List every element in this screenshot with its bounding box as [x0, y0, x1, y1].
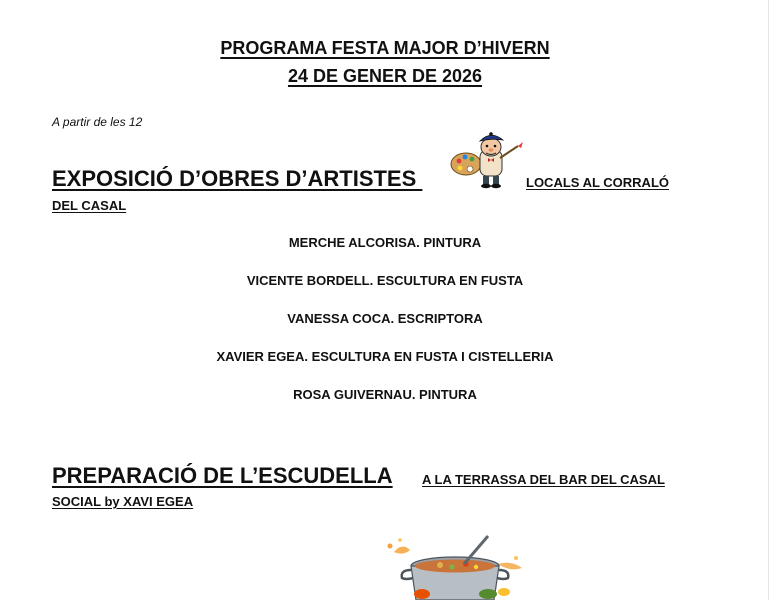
artist-item: ROSA GUIVERNAU. PINTURA: [293, 387, 477, 402]
artist-item: VICENTE BORDELL. ESCULTURA EN FUSTA: [246, 273, 524, 288]
escudella-location-line2: SOCIAL by XAVI EGEA: [52, 494, 194, 509]
program-title: PROGRAMA FESTA MAJOR D’HIVERN: [220, 38, 550, 58]
exhibition-location-line1: LOCALS AL CORRALÓ: [526, 175, 669, 190]
artist-item: MERCHE ALCORISA. PINTURA: [288, 235, 482, 250]
artist-item: XAVIER EGEA. ESCULTURA EN FUSTA I CISTELLERIA: [216, 349, 554, 364]
cooking-pot-illustration: [380, 534, 530, 600]
exhibition-location-line2: DEL CASAL: [52, 198, 127, 213]
exhibition-heading: EXPOSICIÓ D’OBRES D’ARTISTES: [52, 166, 423, 191]
program-date: 24 DE GENER DE 2026: [287, 66, 483, 86]
escudella-location-line1: A LA TERRASSA DEL BAR DEL CASAL: [422, 472, 665, 487]
start-time-note: A partir de les 12: [52, 115, 143, 129]
page-edge: [768, 0, 769, 600]
painter-illustration: [448, 130, 526, 190]
escudella-heading: PREPARACIÓ DE L’ESCUDELLA: [52, 463, 393, 488]
artist-item: VANESSA COCA. ESCRIPTORA: [287, 311, 483, 326]
